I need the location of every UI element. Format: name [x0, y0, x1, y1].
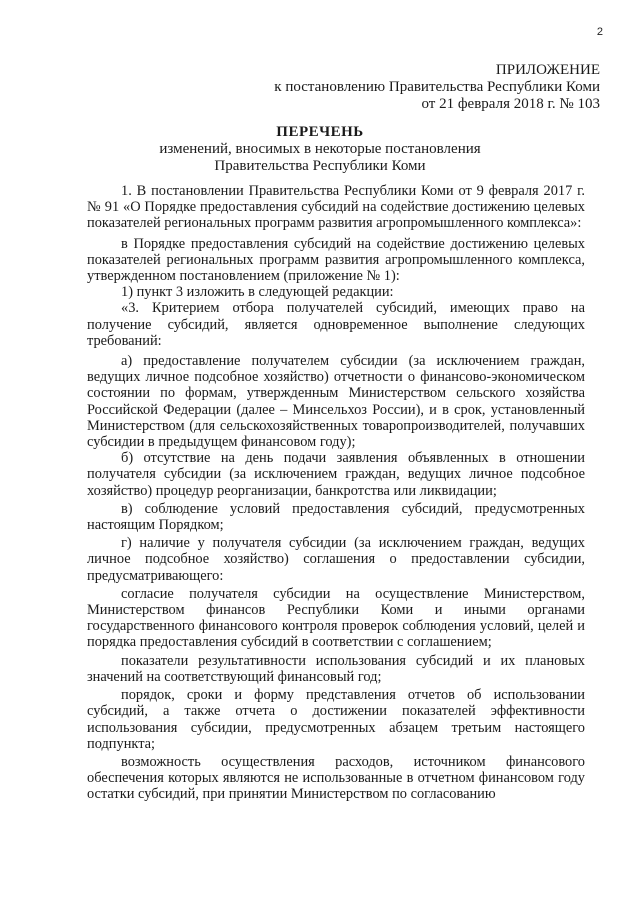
paragraph: порядок, сроки и форму представления отчетов об использовании субсидий, а также отчета о достижении показателей эффективности использования субсидии, предусмотренных абзацем третьим настоящего подпункта;: [87, 687, 585, 752]
paragraph: согласие получателя субсидии на осуществление Министерством, Министерством финансов Республики Коми и иными органами государственного финансового контроля проверок соблюдения условий, целей и порядка предоставления субсидий в соответствии с соглашением;: [87, 585, 585, 651]
annex-label: ПРИЛОЖЕНИЕ: [495, 62, 600, 78]
paragraph: б) отсутствие на день подачи заявления объявленных в отношении получателя субсидии (за исключением граждан, ведущих личное подсобное хозяйство) процедур реорганизации, банкротства или ликвидации;: [87, 450, 585, 499]
document-body: [87, 183, 585, 803]
document-subtitle-line-1: изменений, вносимых в некоторые постановления: [159, 141, 481, 157]
paragraph: а) предоставление получателем субсидии (за исключением граждан, ведущих личное подсобное хозяйство) отчетности о финансово-экономическом состоянии по формам, утвержденным Министерством сельского хозяйства Российской Федерации (далее – Минсельхоз России), и в срок, установленный Министерством (для сельскохозяйственных товаропроизводителей, получавших субсидии в предыдущем финансовом году);: [87, 353, 585, 451]
annex-date-line: от 21 февраля 2018 г. № 103: [421, 96, 600, 112]
paragraph: г) наличие у получателя субсидии (за исключением граждан, ведущих личное подсобное хозяйство) соглашения о предоставлении субсидии, предусматривающего:: [87, 535, 585, 584]
annex-block: [274, 62, 600, 113]
paragraph: возможность осуществления расходов, источником финансового обеспечения которых являются не использованные в отчетном финансовом году остатки субсидий, при принятии Министерством по согласованию: [87, 753, 585, 803]
paragraph: 1. В постановлении Правительства Республики Коми от 9 февраля 2017 г. № 91 «О Порядке предоставления субсидий на содействие достижению целевых показателей региональных программ развития агропромышленного комплекса»:: [87, 183, 585, 232]
page-number: 2: [596, 26, 603, 38]
paragraph: 1) пункт 3 изложить в следующей редакции:: [121, 284, 394, 301]
document-title: ПЕРЕЧЕНЬ: [276, 124, 364, 140]
paragraph: показатели результативности использования субсидий и их плановых значений на соответствующий финансовый год;: [87, 652, 585, 685]
document-subtitle-line-2: Правительства Республики Коми: [214, 158, 426, 174]
annex-resolution-line: к постановлению Правительства Республики Коми: [274, 79, 600, 95]
document-heading: [0, 124, 640, 175]
paragraph: в Порядке предоставления субсидий на содействие достижению целевых показателей региональных программ развития агропромышленного комплекса, утвержденном постановлением (приложение № 1):: [87, 235, 585, 285]
paragraph: в) соблюдение условий предоставления субсидий, предусмотренных настоящим Порядком;: [87, 500, 585, 534]
paragraph: «3. Критерием отбора получателей субсидий, имеющих право на получение субсидий, является одновременное выполнение следующих требований:: [87, 300, 585, 349]
